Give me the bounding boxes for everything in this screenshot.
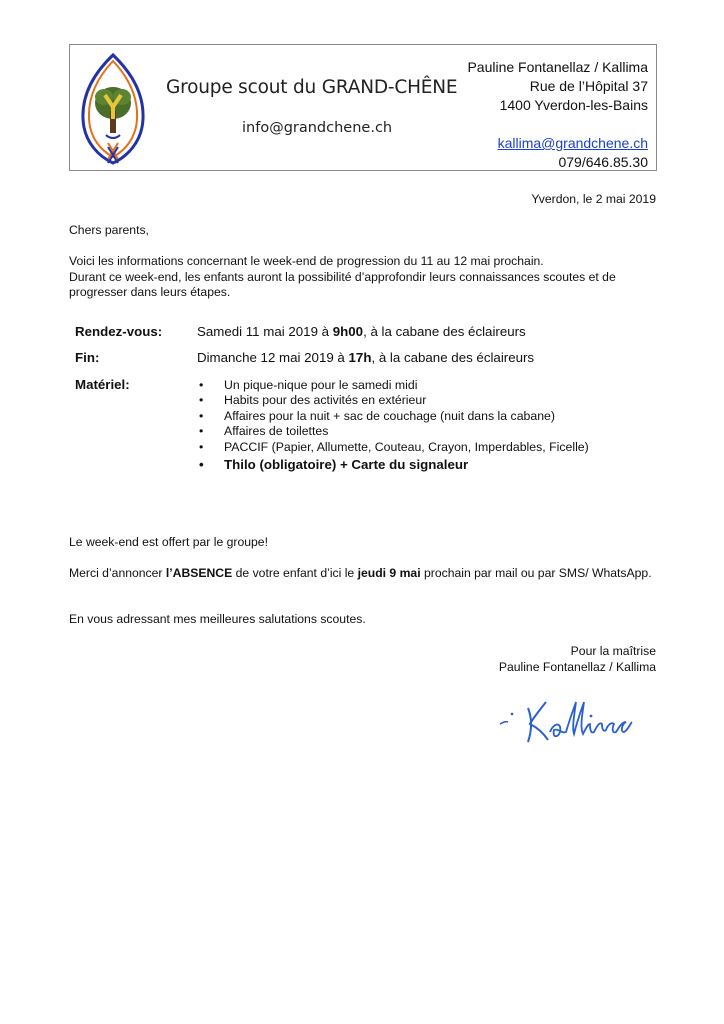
list-item-text: Un pique-nique pour le samedi midi: [224, 378, 418, 392]
contact-street: Rue de l’Hôpital 37: [529, 78, 648, 94]
absence-paragraph: [69, 566, 669, 582]
org-email: info@grandchene.ch: [242, 120, 393, 136]
handwritten-signature-icon: [488, 688, 638, 748]
absence-pre: Merci d’annoncer: [69, 566, 166, 580]
intro-line-1: Voici les informations concernant le week-end de progression du 11 au 12 mai prochain.: [69, 254, 544, 268]
contact-name: Pauline Fontanellaz / Kallima: [467, 59, 648, 75]
list-item: [197, 393, 614, 408]
bullet-icon: •: [199, 378, 204, 392]
absence-mid: de votre enfant d’ici le: [232, 566, 358, 580]
fin-value: [197, 350, 534, 365]
salutation-line: En vous adressant mes meilleures salutations scoutes.: [69, 612, 366, 626]
list-item: [197, 440, 614, 455]
list-item-text: Affaires pour la nuit + sac de couchage (nuit dans la cabane): [224, 408, 555, 423]
rendezvous-place: , à la cabane des éclaireurs: [363, 324, 526, 339]
letterhead: [69, 44, 657, 171]
scout-logo-icon: [80, 51, 146, 167]
rendezvous-date: Samedi 11 mai 2019 à: [197, 324, 333, 339]
intro-paragraph: [69, 254, 669, 301]
bullet-icon: •: [199, 408, 204, 423]
list-item: [197, 378, 614, 393]
list-item: [197, 457, 614, 472]
org-name: Groupe scout du GRAND-CHÊNE: [166, 77, 458, 98]
bullet-icon: •: [199, 393, 204, 408]
contact-email-link[interactable]: kallima@grandchene.ch: [497, 135, 648, 151]
bullet-icon: •: [199, 424, 204, 439]
rendezvous-label: Rendez-vous:: [75, 324, 163, 339]
sign-name: Pauline Fontanellaz / Kallima: [498, 659, 656, 674]
fin-time: 17h: [348, 350, 372, 365]
rendezvous-value: [197, 324, 526, 339]
absence-date: jeudi 9 mai: [357, 566, 421, 580]
fin-date: Dimanche 12 mai 2019 à: [197, 350, 349, 365]
absence-word: l’ABSENCE: [165, 566, 233, 580]
list-item-text: Thilo (obligatoire) + Carte du signaleur: [224, 457, 469, 473]
list-item: [197, 424, 614, 439]
bullet-icon: •: [199, 457, 204, 473]
list-item-text: Affaires de toilettes: [224, 424, 329, 439]
materiel-list: [197, 378, 614, 472]
contact-city: 1400 Yverdon-les-Bains: [499, 97, 648, 113]
date-line: Yverdon, le 2 mai 2019: [531, 192, 656, 206]
absence-post: prochain par mail ou par SMS/ WhatsApp.: [420, 566, 652, 580]
signature-block: [499, 644, 656, 675]
offer-line: Le week-end est offert par le groupe!: [69, 535, 268, 549]
greeting: Chers parents,: [69, 223, 149, 237]
rendezvous-time: 9h00: [332, 324, 364, 339]
materiel-label: Matériel:: [75, 377, 130, 392]
list-item-text: PACCIF (Papier, Allumette, Couteau, Crayon, Imperdables, Ficelle): [224, 439, 589, 454]
list-item: [197, 409, 614, 424]
contact-phone: 079/646.85.30: [558, 154, 648, 170]
fin-label: Fin:: [75, 350, 100, 365]
fin-place: , à la cabane des éclaireurs: [371, 350, 535, 365]
intro-line-2: Durant ce week-end, les enfants auront la possibilité d’approfondir leurs connaissances scoutes et de progresser dans leurs étapes.: [69, 269, 616, 300]
bullet-icon: •: [199, 439, 204, 454]
contact-block: [467, 58, 648, 172]
list-item-text: Habits pour des activités en extérieur: [224, 393, 427, 408]
sign-role: Pour la maîtrise: [570, 644, 656, 658]
